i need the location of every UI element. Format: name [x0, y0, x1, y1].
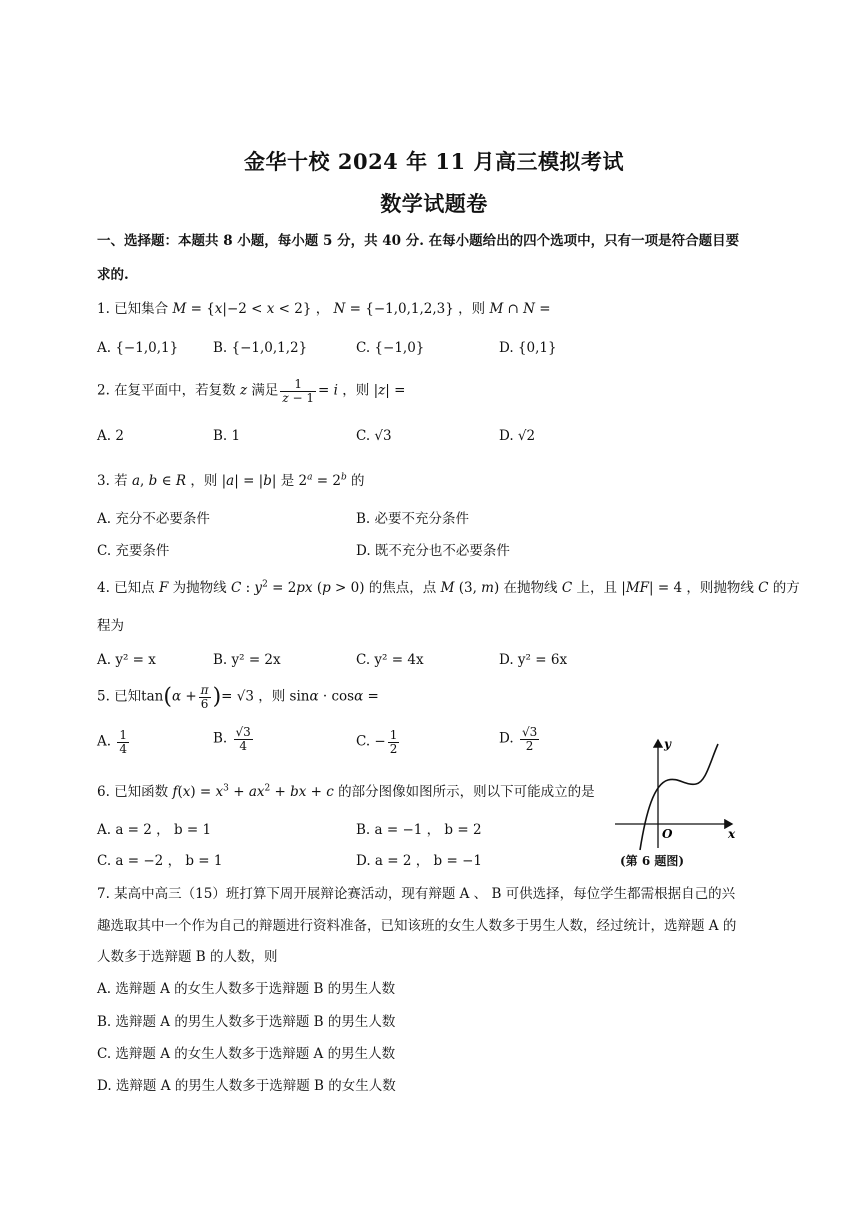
- question-6-figure-caption: (第 6 题图): [620, 854, 685, 868]
- question-6-option-c[interactable]: C. a = −2 ， b = 1: [97, 853, 223, 869]
- question-2-stem: 2. 在复平面中，若复数 z 满足 $\frac{1}{z - 1}$ = i ，则 |z| =: [97, 377, 406, 405]
- section-heading-line1: 一、选择题：本题共 8 小题，每小题 5 分，共 40 分. 在每小题给出的四个选项中，只有一项是符合题目要: [97, 233, 740, 249]
- question-6-option-a[interactable]: A. a = 2 ， b = 1: [97, 822, 212, 838]
- question-1-option-d[interactable]: D. {0,1}: [499, 340, 557, 356]
- question-5-stem: 5. 已知tan(α + $\frac{\pi}{6}$ )= √3 ，则 sinα · cosα =: [97, 683, 379, 711]
- section-heading-line2: 求的.: [97, 267, 129, 283]
- page-subtitle: 数学试题卷: [380, 191, 488, 216]
- question-6-stem: 6. 已知函数 $f(x) = x^3 + ax^2$ + bx + c 的部分图像如图所示，则以下可能成立的是: [97, 783, 595, 800]
- question-7-stem-line2: 趣选取其中一个作为自己的辩题进行资料准备，已知该班的女生人数多于男生人数，经过统计，选辩题 A 的: [97, 918, 737, 934]
- x-axis-label: x: [728, 827, 736, 841]
- question-2-option-d[interactable]: D. √2: [499, 428, 536, 444]
- question-4-option-a[interactable]: A. y² = x: [97, 652, 156, 668]
- question-2-option-c[interactable]: C. √3: [356, 428, 392, 444]
- question-4-stem-line2: 程为: [97, 618, 124, 634]
- origin-label: O: [662, 827, 673, 841]
- question-1-option-b[interactable]: B. {−1,0,1,2}: [213, 340, 308, 356]
- y-axis-label: y: [664, 737, 671, 751]
- page-title: 金华十校 2024 年 11 月高三模拟考试: [244, 149, 624, 174]
- question-7-stem-line3: 人数多于选辩题 B 的人数，则: [97, 949, 278, 965]
- question-3-option-d[interactable]: D. 既不充分也不必要条件: [356, 543, 510, 559]
- question-6-figure: [610, 732, 745, 852]
- question-4-option-c[interactable]: C. y² = 4x: [356, 652, 424, 668]
- question-7-option-c[interactable]: C. 选辩题 A 的女生人数多于选辩题 A 的男生人数: [97, 1046, 396, 1062]
- question-4-stem-line1: 4. 已知点 F 为抛物线 C : $y^2 = 2px$ (p > 0) 的焦点，点 M (3, m) 在抛物线 C 上，且 |MF| = 4 ，则抛物线 C 的方: [97, 579, 800, 596]
- question-4-option-b[interactable]: B. y² = 2x: [213, 652, 281, 668]
- question-6-option-d[interactable]: D. a = 2 ， b = −1: [356, 853, 482, 869]
- question-7-option-a[interactable]: A. 选辩题 A 的女生人数多于选辩题 B 的男生人数: [97, 981, 396, 997]
- question-7-option-b[interactable]: B. 选辩题 A 的男生人数多于选辩题 B 的男生人数: [97, 1014, 396, 1030]
- function-curve: [640, 744, 718, 850]
- question-3-stem: 3. 若 a, b ∈ R ，则 |a| = |b| 是 $2^a = 2^b$ 的: [97, 472, 365, 489]
- question-5-option-c[interactable]: C. − $\frac{1}{2}$: [356, 728, 398, 756]
- question-4-option-d[interactable]: D. y² = 6x: [499, 652, 568, 668]
- question-7-stem-line1: 7. 某高中高三（15）班打算下周开展辩论赛活动，现有辩题 A 、 B 可供选择，每位学生都需根据自己的兴: [97, 886, 736, 902]
- question-5-option-a[interactable]: A. $\frac{1}{4}$: [97, 728, 127, 756]
- question-1-option-c[interactable]: C. {−1,0}: [356, 340, 425, 356]
- question-6-option-b[interactable]: B. a = −1 ， b = 2: [356, 822, 482, 838]
- question-3-option-a[interactable]: A. 充分不必要条件: [97, 511, 210, 527]
- question-2-option-a[interactable]: A. 2: [97, 428, 124, 444]
- question-3-option-c[interactable]: C. 充要条件: [97, 543, 170, 559]
- question-5-option-d[interactable]: D. $\frac{√3}{2}$: [499, 725, 538, 753]
- question-1-stem: 1. 已知集合 M = {x|−2 < x < 2} ， N = {−1,0,1,2,3} ，则 M ∩ N =: [97, 301, 551, 317]
- question-7-option-d[interactable]: D. 选辩题 A 的男生人数多于选辩题 B 的女生人数: [97, 1078, 396, 1094]
- question-2-option-b[interactable]: B. 1: [213, 428, 241, 444]
- question-5-option-b[interactable]: B. $\frac{√3}{4}$: [213, 725, 251, 753]
- question-1-option-a[interactable]: A. {−1,0,1}: [97, 340, 179, 356]
- question-3-option-b[interactable]: B. 必要不充分条件: [356, 511, 470, 527]
